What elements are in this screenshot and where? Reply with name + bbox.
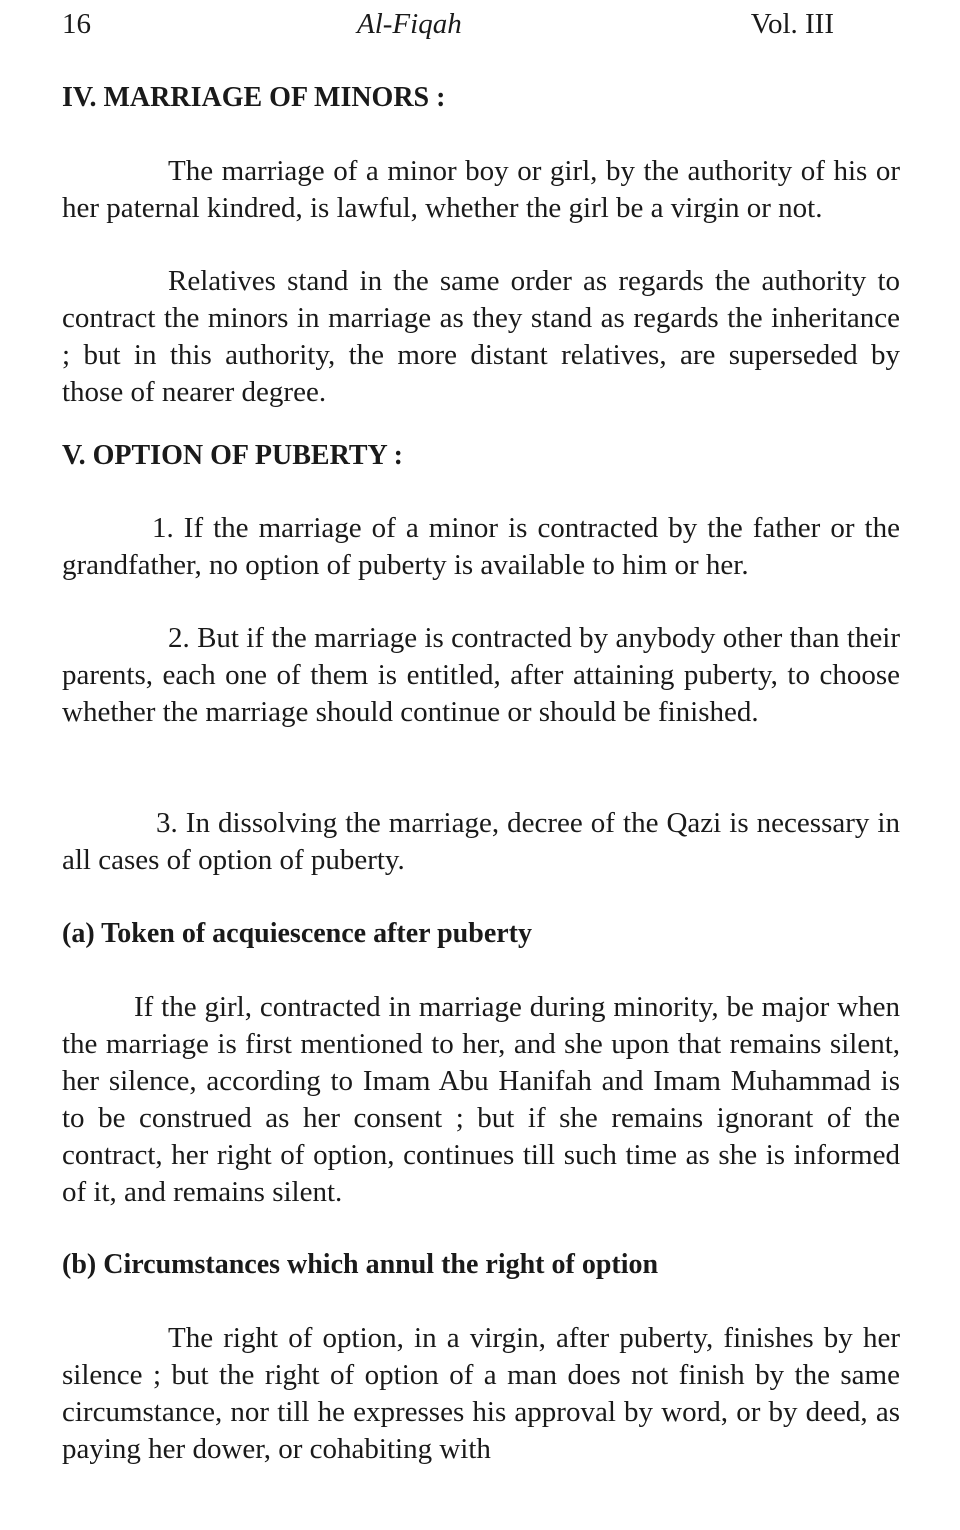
numbered-paragraph: 2. But if the marriage is contracted by anybody other than their parents, each one of them is entitled, after attaining puberty, to choose whether the marriage should continue or should be finished. xyxy=(62,622,900,728)
section-v-item-2-block xyxy=(62,620,900,731)
running-header xyxy=(62,6,834,46)
section-heading: V. OPTION OF PUBERTY : xyxy=(62,440,404,471)
section-iv-heading-block xyxy=(62,80,900,116)
section-v-heading-block xyxy=(62,438,900,474)
paragraph: Relatives stand in the same order as regards the authority to contract the minors in marriage as they stand as regards the inheritance ; but in this authority, the more distant relatives, are superseded by those of nearer degree. xyxy=(62,265,900,408)
numbered-paragraph: 3. In dissolving the marriage, decree of the Qazi is necessary in all cases of option of puberty. xyxy=(62,807,900,876)
paragraph: The marriage of a minor boy or girl, by the authority of his or her paternal kindred, is lawful, whether the girl be a virgin or not. xyxy=(62,155,900,224)
subsection-b-heading-block xyxy=(62,1247,900,1283)
page-number: 16 xyxy=(62,8,91,40)
subsection-heading: (b) Circumstances which annul the right of option xyxy=(62,1249,659,1280)
volume-label: Vol. III xyxy=(750,8,834,40)
subsection-heading: (a) Token of acquiescence after puberty xyxy=(62,918,532,949)
section-iv-para-2-block xyxy=(62,263,900,411)
section-iv-para-1-block xyxy=(62,153,900,227)
numbered-paragraph: 1. If the marriage of a minor is contracted by the father or the grandfather, no option of puberty is available to him or her. xyxy=(62,512,900,581)
book-title: Al-Fiqah xyxy=(357,8,462,40)
subsection-a-heading-block xyxy=(62,916,900,952)
subsection-a-para-block xyxy=(62,989,900,1211)
section-v-item-3-block xyxy=(62,805,900,879)
paragraph: If the girl, contracted in marriage during minority, be major when the marriage is first mentioned to her, and she upon that remains silent, her silence, according to Imam Abu Hanifah and Imam Muhammad is to be construed as her consent ; but if she remains ignorant of the contract, her right of option, continues till such time as she is informed of it, and remains silent. xyxy=(62,991,900,1208)
subsection-b-para-block xyxy=(62,1320,900,1468)
section-v-item-1-block xyxy=(62,510,900,584)
section-heading: IV. MARRIAGE OF MINORS : xyxy=(62,82,446,113)
paragraph: The right of option, in a virgin, after puberty, finishes by her silence ; but the right of option of a man does not finish by the same circumstance, nor till he expresses his approval by word, or by deed, as paying her dower, or cohabiting with xyxy=(62,1322,900,1465)
